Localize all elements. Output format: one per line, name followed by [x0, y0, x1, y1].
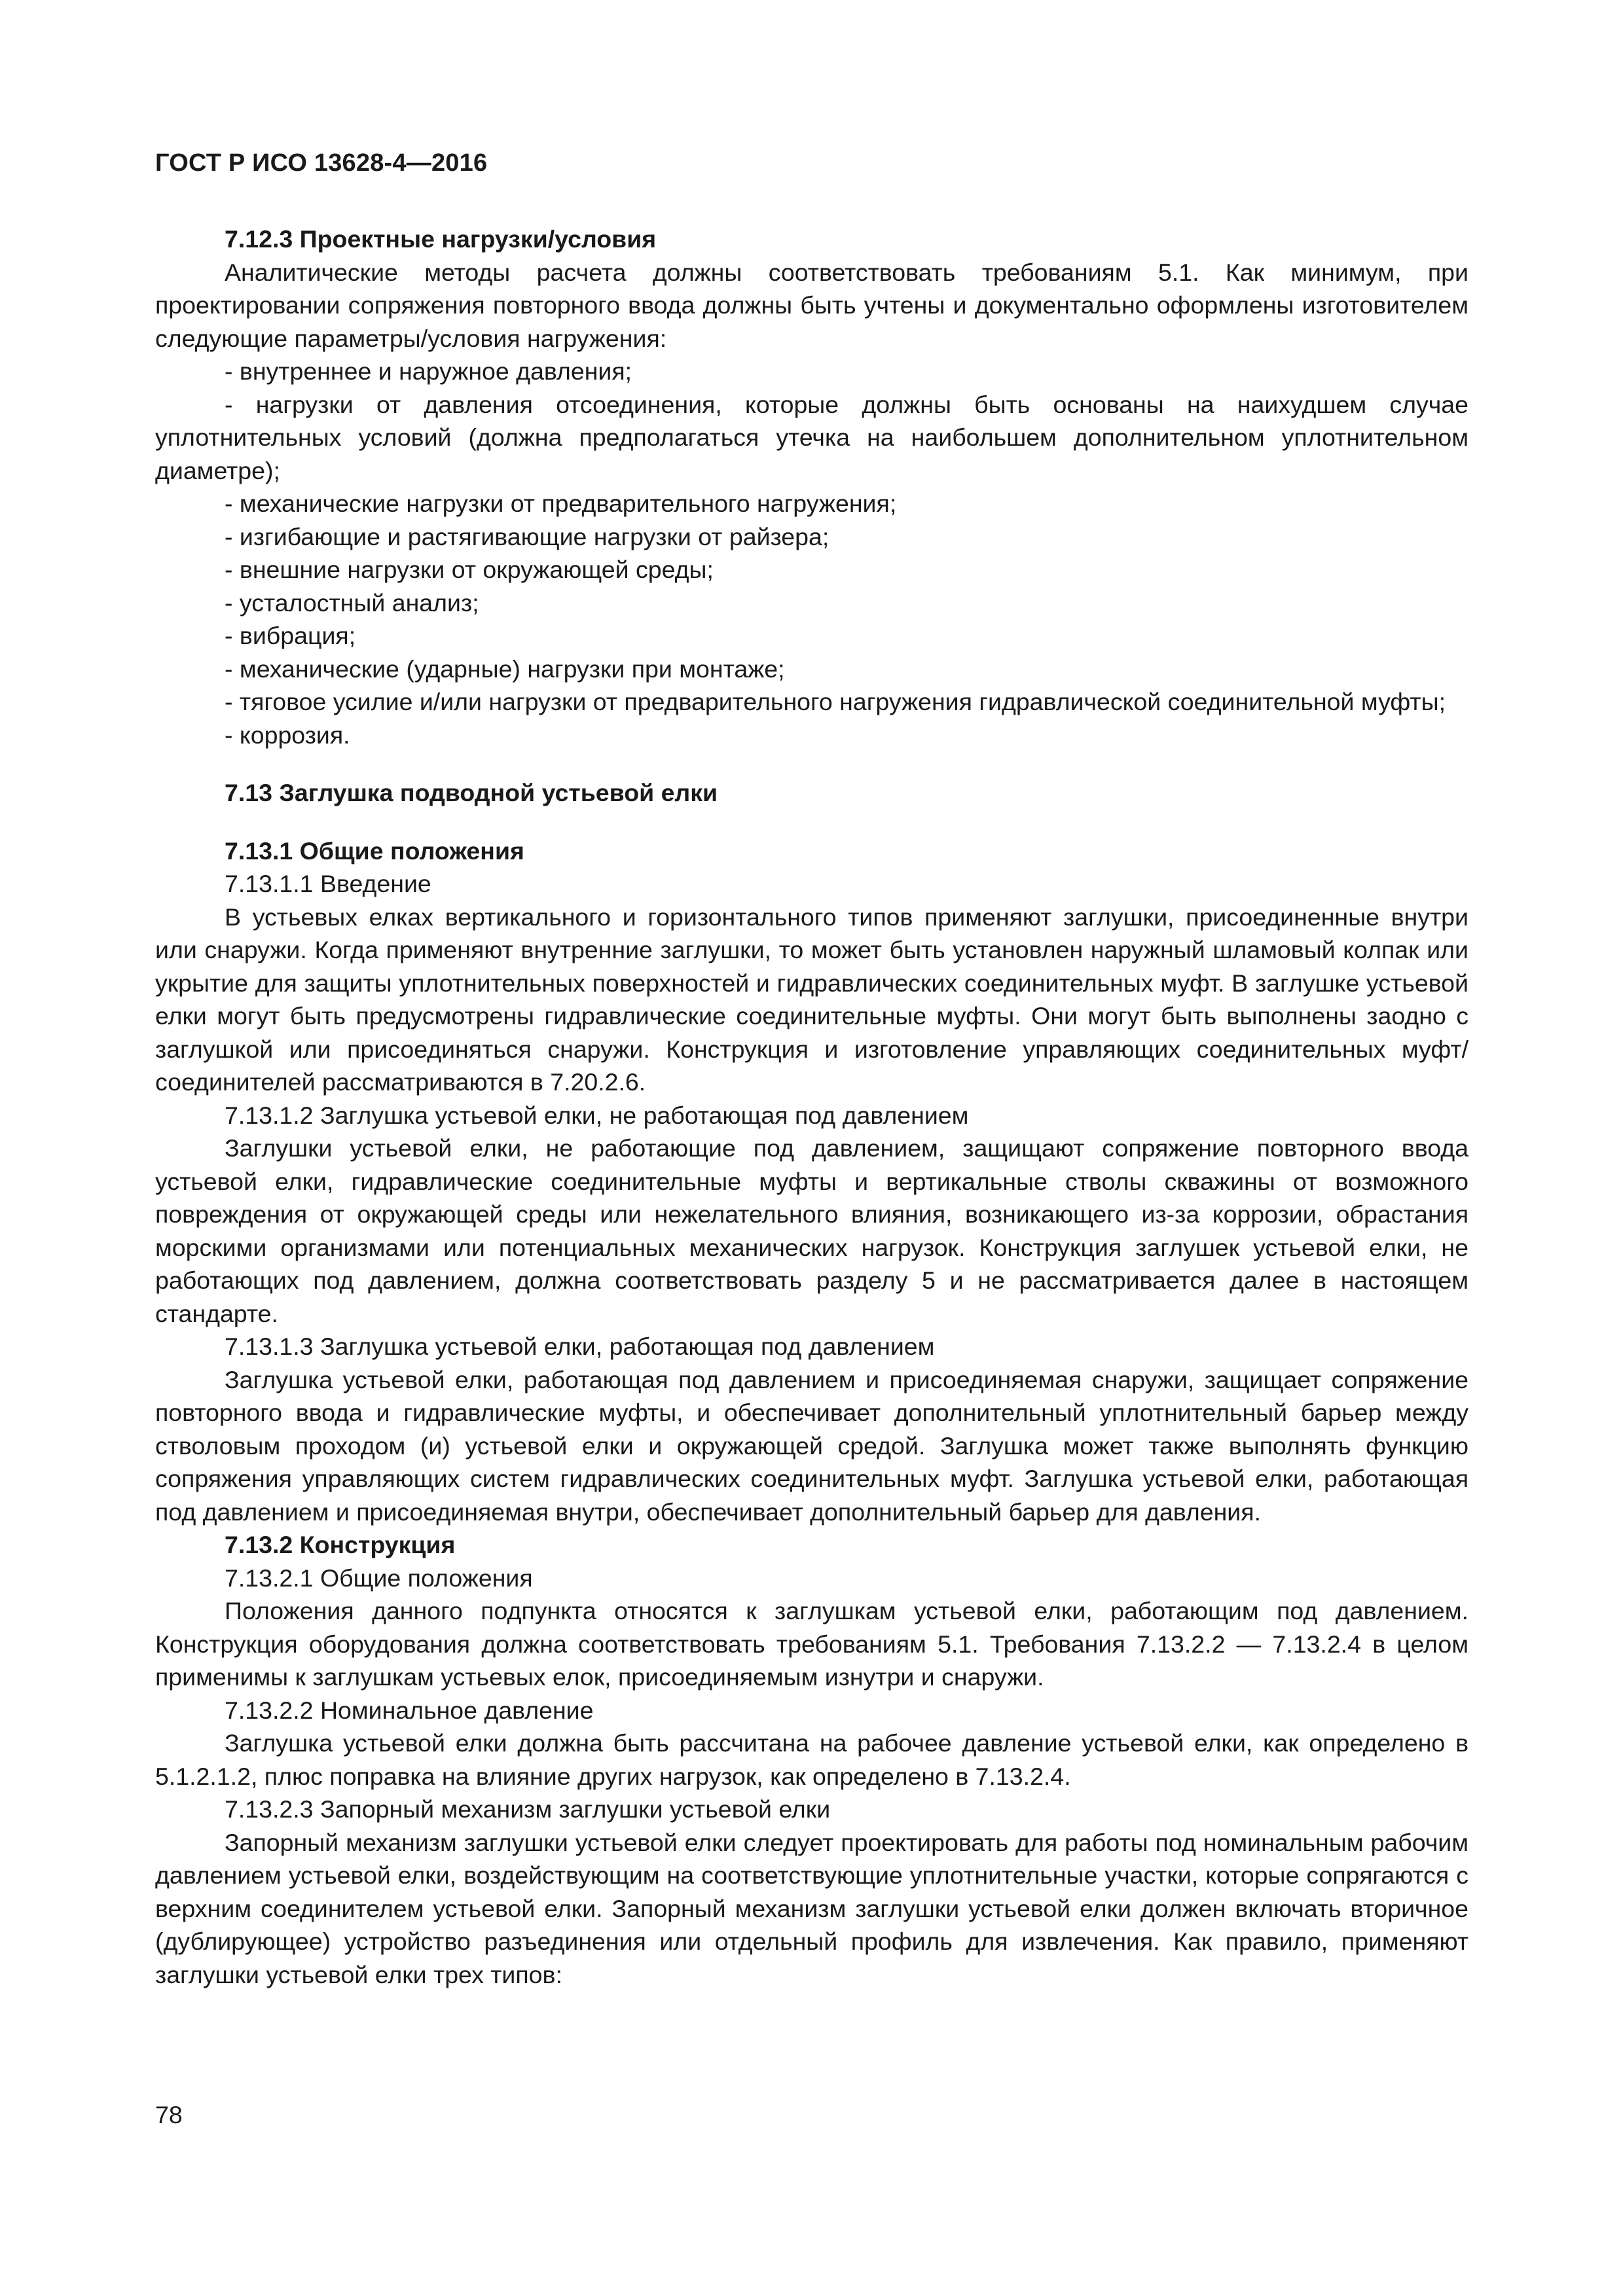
subsection-title: 7.13.2.2 Номинальное давление [225, 1696, 594, 1724]
section-heading-7-12-3: 7.12.3 Проектные нагрузки/условия [225, 225, 657, 253]
subsection-title: 7.13.1.3 Заглушка устьевой елки, работающая под давлением [225, 1333, 935, 1360]
page-number: 78 [155, 2101, 183, 2128]
section-heading-7-13: 7.13 Заглушка подводной устьевой елки [225, 779, 718, 806]
subsection-title: 7.13.1.2 Заглушка устьевой елки, не работающая под давлением [225, 1101, 969, 1129]
paragraph: Заглушка устьевой елки, работающая под давлением и присоединяемая снаружи, защищает сопряжение повторного ввода и гидравлические муфты, и обеспечивает дополнительный уплотнительный барьер между стволовым проходом (и) устьевой елки и окружающей средой. Заглушка может также выполнять функцию сопряжения управляющих систем гидравлических соединительных муфт. Заглушка устьевой елки, работающая под давлением и присоединяемая внутри, обеспечивает дополнительный барьер для давления. [155, 1365, 1468, 1526]
subsection-title: 7.13.1.1 Введение [225, 870, 431, 897]
list-item: - внешние нагрузки от окружающей среды; [225, 556, 714, 583]
paragraph: Заглушки устьевой елки, не работающие под давлением, защищают сопряжение повторного ввода устьевой елки, гидравлические соединительные муфты и вертикальные стволы скважины от возможного повреждения от окружающей среды или нежелательного влияния, возникающего из-за коррозии, обрастания морскими организмами или потенциальных механических нагрузок. Конструкция заглушек устьевой елки, не работающих под давлением, должна соответствовать разделу 5 и не рассматривается далее в настоящем стандарте. [155, 1134, 1468, 1327]
list-item: - механические нагрузки от предварительного нагружения; [225, 490, 897, 517]
list-item: - тяговое усилие и/или нагрузки от предварительного нагружения гидравлической соединительной муфты; [225, 688, 1446, 715]
paragraph: Запорный механизм заглушки устьевой елки следует проектировать для работы под номинальным рабочим давлением устьевой елки, воздействующим на соответствующие уплотнительные участки, которые сопрягаются с верхним соединителем устьевой елки. Запорный механизм заглушки устьевой елки должен включать вторичное (дублирующее) устройство разъединения или отдельный профиль для извлечения. Как правило, применяют заглушки устьевой елки трех типов: [155, 1828, 1468, 1988]
paragraph: В устьевых елках вертикального и горизонтального типов применяют заглушки, присоединенные внутри или снаружи. Когда применяют внутренние заглушки, то может быть установлен наружный шламовый колпак или укрытие для защиты уплотнительных поверхностей и гидравлических соединительных муфт. В заглушке устьевой елки могут быть предусмотрены гидравлические соединительные муфты. Они могут быть выполнены заодно с заглушкой или присоединяться снаружи. Конструкция и изготовление управляющих соединительных муфт/соединителей рассматриваются в 7.20.2.6. [155, 903, 1468, 1096]
list-item: - нагрузки от давления отсоединения, которые должны быть основаны на наихудшем случае уплотнительных условий (должна предполагаться утечка на наибольшем дополнительном уплотнительном диаметре); [155, 390, 1468, 484]
list-item: - внутреннее и наружное давления; [225, 357, 632, 385]
list-item: - изгибающие и растягивающие нагрузки от райзера; [225, 522, 830, 550]
document-header: ГОСТ Р ИСО 13628-4—2016 [155, 149, 488, 177]
paragraph: Заглушка устьевой елки должна быть рассчитана на рабочее давление устьевой елки, как определено в 5.1.2.1.2, плюс поправка на влияние других нагрузок, как определено в 7.13.2.4. [155, 1729, 1468, 1790]
list-item: - усталостный анализ; [225, 588, 479, 617]
list-item: - коррозия. [225, 721, 350, 749]
paragraph: Положения данного подпункта относятся к заглушкам устьевой елки, работающим под давлением. Конструкция оборудования должна соответствовать требованиям 5.1. Требования 7.13.2.2 — 7.13.2.4 в целом применимы к заглушкам устьевых елок, присоединяемым изнутри и снаружи. [155, 1597, 1468, 1691]
paragraph: Аналитические методы расчета должны соответствовать требованиям 5.1. Как минимум, при проектировании сопряжения повторного ввода должны быть учтены и документально оформлены изготовителем следующие параметры/условия нагружения: [155, 258, 1468, 352]
subsection-title: 7.13.2.3 Запорный механизм заглушки устьевой елки [225, 1795, 831, 1823]
list-item: - вибрация; [225, 622, 356, 649]
section-heading-7-13-1: 7.13.1 Общие положения [225, 836, 524, 865]
list-item: - механические (ударные) нагрузки при монтаже; [225, 655, 785, 683]
subsection-title: 7.13.2.1 Общие положения [225, 1564, 533, 1592]
page-body [155, 223, 1468, 1991]
section-heading-7-13-2: 7.13.2 Конструкция [225, 1531, 456, 1558]
